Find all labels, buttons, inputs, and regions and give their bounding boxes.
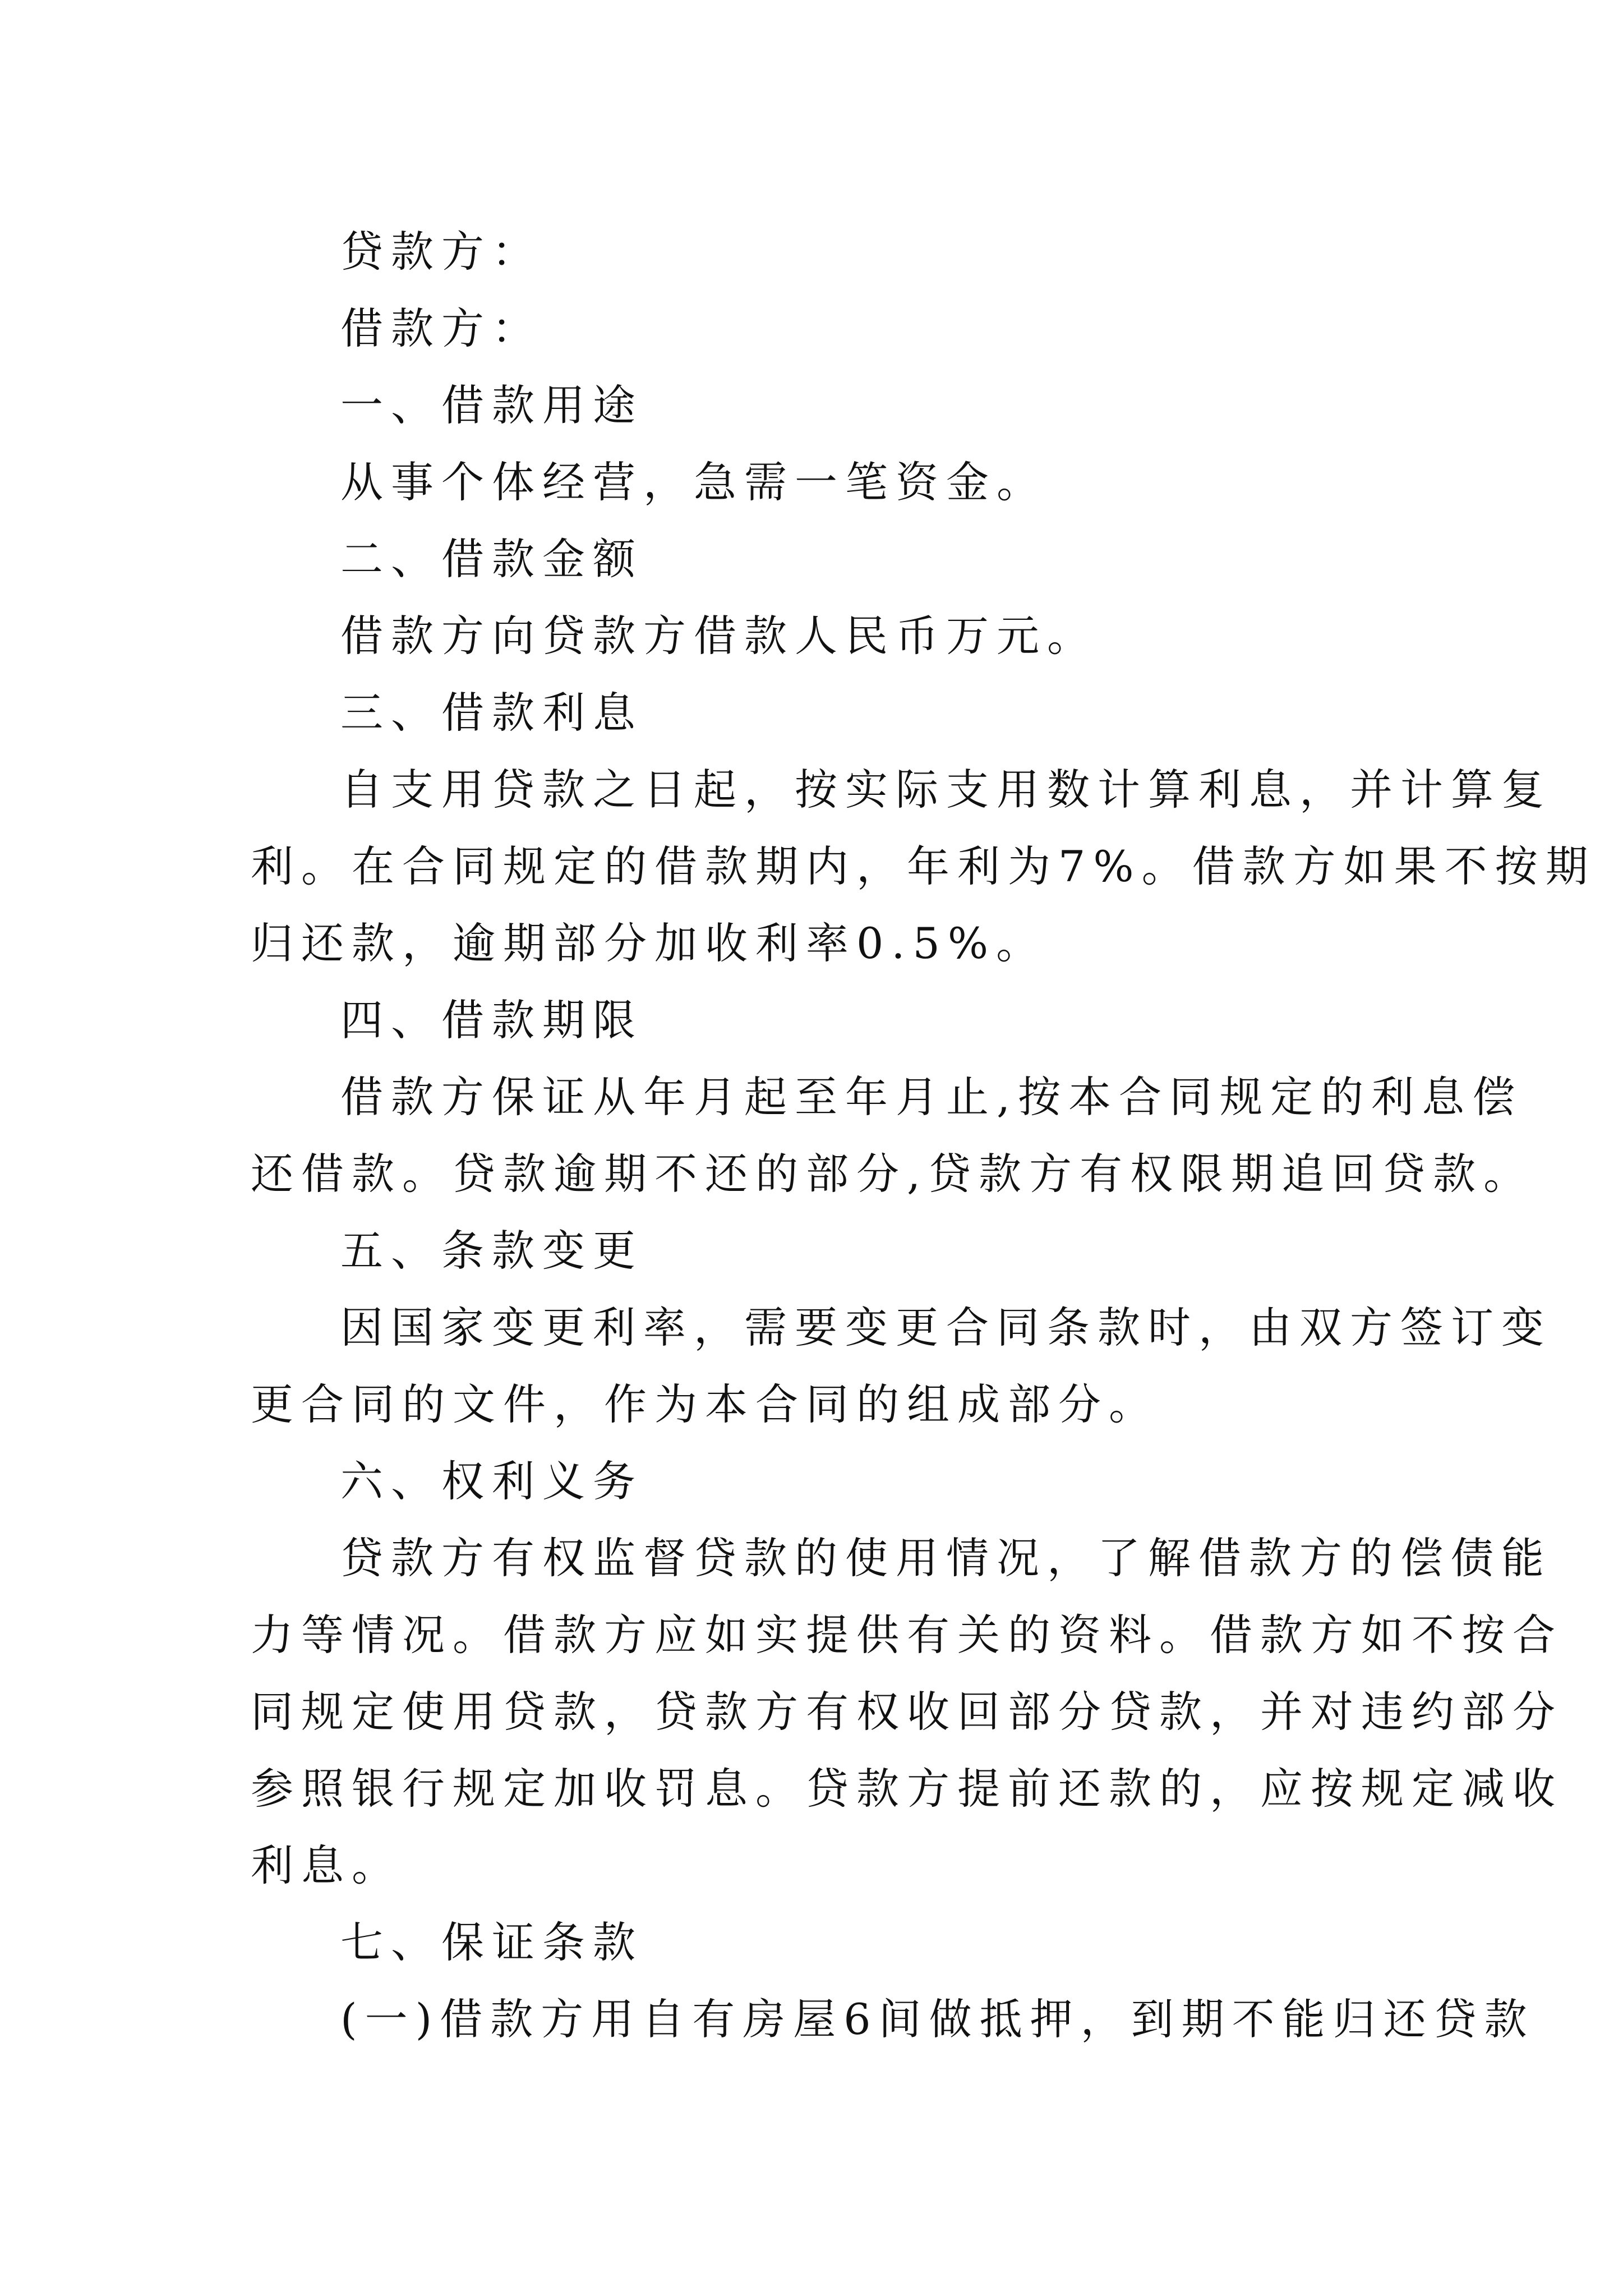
lender-label: 贷款方： xyxy=(340,227,542,277)
contract-body xyxy=(251,213,1596,2058)
paragraph-term-line-2: 还借款。贷款逾期不还的部分,贷款方有权限期追回贷款。 xyxy=(251,1149,1534,1199)
section-heading-changes: 五、条款变更 xyxy=(340,1226,643,1276)
paragraph-changes-line-2: 更合同的文件，作为本合同的组成部分。 xyxy=(251,1379,1159,1429)
section-heading-guarantee: 七、保证条款 xyxy=(340,1917,643,1967)
paragraph-rights-line-4: 参照银行规定加收罚息。贷款方提前还款的，应按规定减收 xyxy=(251,1764,1563,1814)
paragraph-amount: 借款方向贷款方借款人民币万元。 xyxy=(340,611,1098,661)
section-heading-term: 四、借款期限 xyxy=(340,995,643,1045)
paragraph-interest-line-2: 利。在合同规定的借款期内，年利为7%。借款方如果不按期 xyxy=(251,841,1596,891)
paragraph-purpose: 从事个体经营，急需一笔资金。 xyxy=(340,457,1047,507)
paragraph-interest-line-1: 自支用贷款之日起，按实际支用数计算利息，并计算复 xyxy=(340,765,1552,815)
paragraph-changes-line-1: 因国家变更利率，需要变更合同条款时，由双方签订变 xyxy=(340,1303,1552,1352)
paragraph-rights-line-3: 同规定使用贷款，贷款方有权收回部分贷款，并对违约部分 xyxy=(251,1687,1563,1737)
section-heading-rights: 六、权利义务 xyxy=(340,1456,643,1506)
paragraph-term-line-1: 借款方保证从年月起至年月止,按本合同规定的利息偿 xyxy=(340,1072,1523,1122)
paragraph-rights-line-5: 利息。 xyxy=(251,1841,402,1890)
paragraph-guarantee-line-1: (一)借款方用自有房屋6间做抵押，到期不能归还贷款 xyxy=(340,1994,1535,2044)
section-heading-purpose: 一、借款用途 xyxy=(340,380,643,430)
section-heading-amount: 二、借款金额 xyxy=(340,534,643,584)
paragraph-rights-line-2: 力等情况。借款方应如实提供有关的资料。借款方如不按合 xyxy=(251,1610,1563,1660)
paragraph-interest-line-3: 归还款，逾期部分加收利率0.5%。 xyxy=(251,918,1047,968)
borrower-label: 借款方： xyxy=(340,303,542,353)
paragraph-rights-line-1: 贷款方有权监督贷款的使用情况，了解借款方的偿债能 xyxy=(340,1533,1552,1583)
section-heading-interest: 三、借款利息 xyxy=(340,688,643,738)
